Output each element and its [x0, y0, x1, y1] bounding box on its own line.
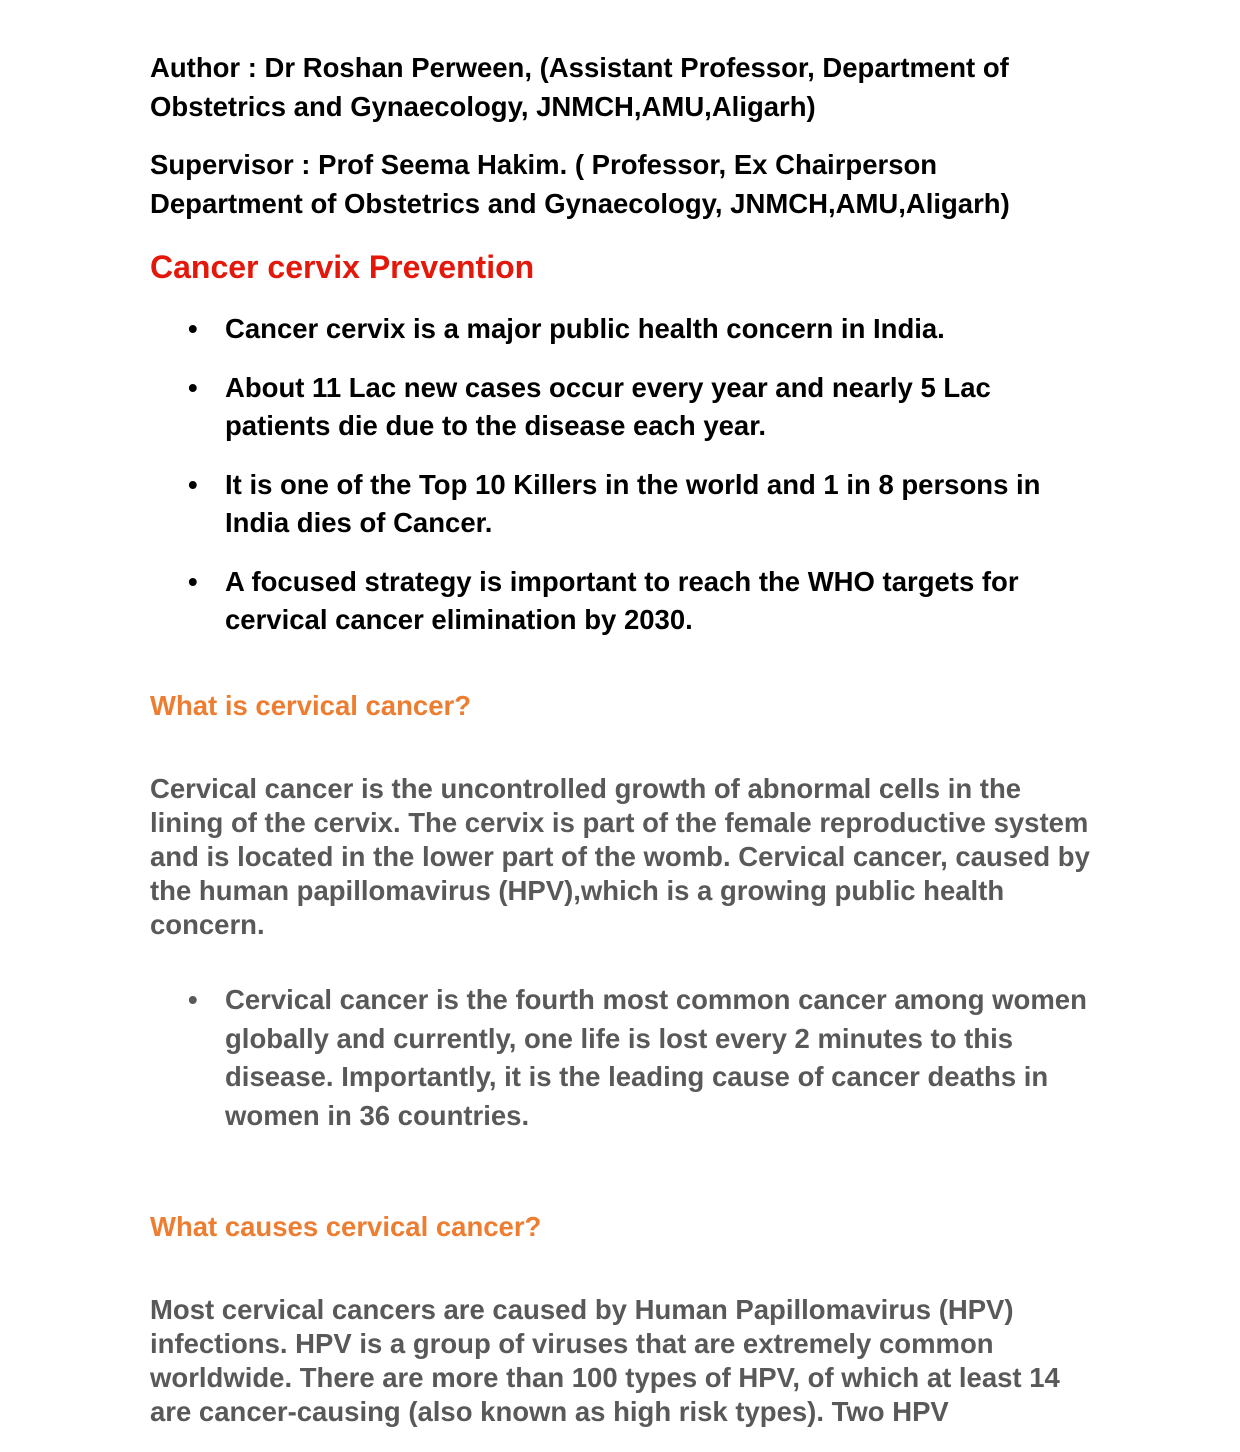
list-item-text: Cervical cancer is the fourth most common cancer among women globally and currently, one life is lost every 2 minutes to this disease. Importantly, it is the leading cause of cancer deaths in women in 36 countries.: [225, 984, 1087, 1131]
list-item: [150, 466, 1090, 542]
what-is-list: [150, 981, 1090, 1135]
author-line: Author : Dr Roshan Perween, (Assistant Professor, Department of Obstetrics and Gynaecology, JNMCH,AMU,Aligarh): [150, 52, 1009, 122]
list-item: [150, 369, 1090, 445]
list-item-text: About 11 Lac new cases occur every year and nearly 5 Lac patients die due to the disease each year.: [225, 372, 991, 441]
list-item: [150, 981, 1090, 1135]
bullet-icon: •: [188, 372, 198, 403]
document-page: [150, 48, 1090, 1429]
section-heading-causes: What causes cervical cancer?: [150, 1211, 542, 1242]
key-facts-list: [150, 310, 1090, 639]
supervisor-line: Supervisor : Prof Seema Hakim. ( Professor, Ex Chairperson Department of Obstetrics and Gynaecology, JNMCH,AMU,Aligarh): [150, 149, 1010, 219]
document-title: Cancer cervix Prevention: [150, 249, 535, 285]
list-item: [150, 310, 1090, 348]
bullet-icon: •: [188, 984, 198, 1015]
list-item-text: It is one of the Top 10 Killers in the world and 1 in 8 persons in India dies of Cancer.: [225, 469, 1041, 538]
list-item: [150, 563, 1090, 639]
section-heading-what-is: What is cervical cancer?: [150, 690, 471, 721]
list-item-text: A focused strategy is important to reach the WHO targets for cervical cancer elimination by 2030.: [225, 566, 1019, 635]
bullet-icon: •: [188, 566, 198, 597]
section-paragraph-what-is: Cervical cancer is the uncontrolled growth of abnormal cells in the lining of the cervix. The cervix is part of the female reproductive system and is located in the lower part of the womb. Cervical cancer, caused by the human papillomavirus (HPV),which is a growing public health concern.: [150, 773, 1090, 940]
section-paragraph-causes: Most cervical cancers are caused by Human Papillomavirus (HPV) infections. HPV is a group of viruses that are extremely common worldwide. There are more than 100 types of HPV, of which at least 14 are cancer-causing (also known as high risk types). Two HPV: [150, 1294, 1060, 1427]
bullet-icon: •: [188, 313, 198, 344]
list-item-text: Cancer cervix is a major public health concern in India.: [225, 313, 945, 344]
bullet-icon: •: [188, 469, 198, 500]
